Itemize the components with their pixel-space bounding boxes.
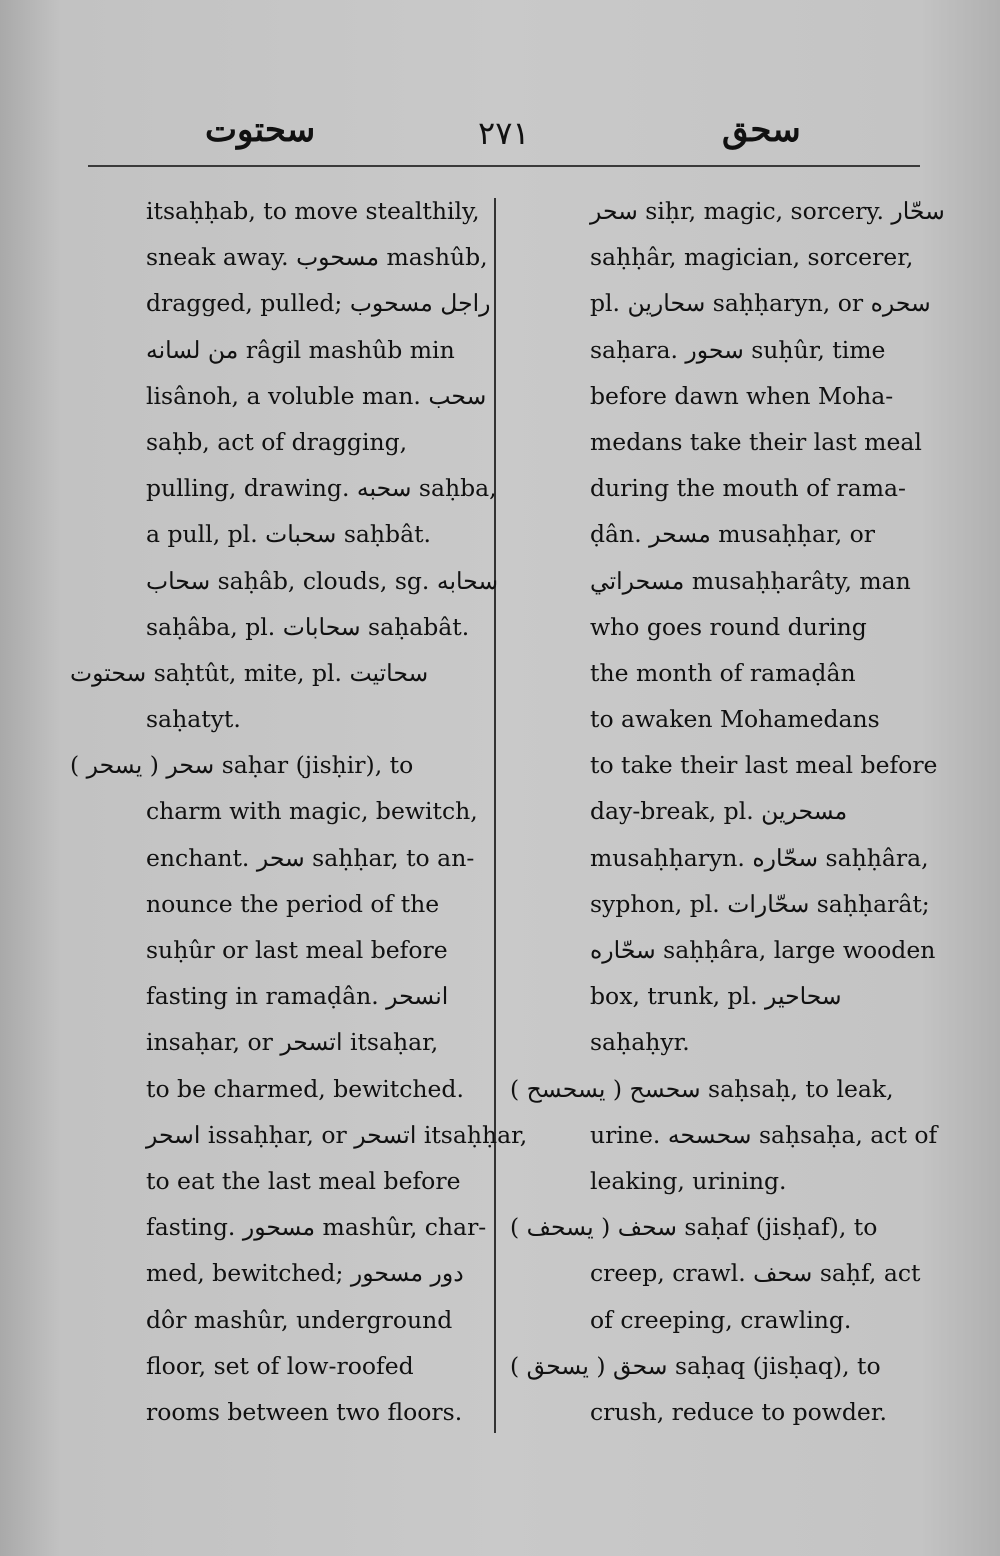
text-line: dôr mashûr, underground <box>146 1305 453 1334</box>
text-line: saḥaḥyr. <box>590 1028 690 1057</box>
text-line: saḥâba, pl. سحابات saḥabât. <box>146 612 470 641</box>
page-number: ٢٧١ <box>478 114 530 152</box>
text-line: leaking, urining. <box>590 1166 787 1195</box>
text-line: during the mouth of rama- <box>590 474 906 503</box>
entry-line: سحف ( يسحف ) saḥaf (jisḥaf), to <box>510 1213 878 1242</box>
text-line: fasting. مسحور mashûr, char- <box>146 1213 487 1242</box>
entry-line: سحتوت saḥtût, mite, pl. سحاتيت <box>70 658 429 687</box>
entry-line: سحق ( يسحق ) saḥaq (jisḥaq), to <box>510 1351 881 1380</box>
text-line: insaḥar, or اتسحر itsaḥar, <box>146 1028 439 1057</box>
text-line: lisânoh, a voluble man. سحب <box>146 381 487 410</box>
running-head-right: سحق <box>722 110 801 150</box>
text-line: suḥûr or last meal before <box>146 936 448 964</box>
text-line: dragged, pulled; راجل مسحوب <box>146 289 491 318</box>
text-line: saḥara. سحور suḥûr, time <box>590 335 886 364</box>
left-column <box>70 188 528 1435</box>
text-line: urine. سحسحه saḥsaḥa, act of <box>590 1120 938 1149</box>
column-divider <box>494 198 496 1433</box>
text-line: day-break, pl. مسحرين <box>590 797 848 826</box>
text-line: من لسانه râgil mashûb min <box>146 335 455 364</box>
text-line: to be charmed, bewitched. <box>146 1074 464 1103</box>
text-line: سحّاره saḥḥâra, large wooden <box>590 936 936 964</box>
text-line: سحر siḥr, magic, sorcery. سحّار <box>590 197 945 225</box>
text-line: crush, reduce to powder. <box>590 1397 887 1426</box>
text-line: مسحراتي musaḥḥarâty, man <box>590 566 911 595</box>
text-line: charm with magic, bewitch, <box>146 797 478 826</box>
text-line: سحاب saḥâb, clouds, sg. سحابه <box>146 566 499 595</box>
text-line: rooms between two floors. <box>146 1397 463 1426</box>
text-line: creep, crawl. سحف saḥf, act <box>590 1259 921 1288</box>
text-line: nounce the period of the <box>146 889 440 918</box>
text-line: med, bewitched; دور مسحور <box>146 1259 464 1288</box>
text-line: saḥatyt. <box>146 705 241 734</box>
text-line: saḥḥâr, magician, sorcerer, <box>590 243 914 272</box>
text-line: to awaken Mohamedans <box>590 705 880 734</box>
text-line: saḥb, act of dragging, <box>146 427 408 456</box>
text-line: itsaḥḥab, to move stealthily, <box>146 197 480 225</box>
text-line: floor, set of low-roofed <box>146 1351 414 1380</box>
entry-line: سحر ( يسحر ) saḥar (jisḥir), to <box>70 751 414 780</box>
text-line: who goes round during <box>590 612 867 641</box>
text-line: enchant. سحر saḥḥar, to an- <box>146 843 475 872</box>
text-line: ḍân. مسحر musaḥḥar, or <box>590 520 876 549</box>
text-line: fasting in ramaḍân. انسحر <box>146 982 449 1011</box>
text-line: before dawn when Moha- <box>590 381 894 410</box>
text-line: box, trunk, pl. سحاحير <box>590 982 842 1011</box>
text-line: اسحر issaḥḥar, or اتسحر itsaḥḥar, <box>146 1120 528 1149</box>
right-column <box>510 188 945 1435</box>
text-line: to eat the last meal before <box>146 1166 461 1195</box>
text-line: of creeping, crawling. <box>590 1305 852 1334</box>
text-line: sneak away. مسحوب mashûb, <box>146 243 488 272</box>
text-line: the month of ramaḍân <box>590 658 856 687</box>
text-line: to take their last meal before <box>590 751 938 780</box>
header-rule <box>88 165 920 167</box>
text-line: pulling, drawing. سحبه saḥba, <box>146 474 497 503</box>
text-line: musaḥḥaryn. سحّاره saḥḥâra, <box>590 843 929 872</box>
text-line: pl. سحارين saḥḥaryn, or سحره <box>590 289 931 318</box>
text-line: medans take their last meal <box>590 427 922 456</box>
running-head-left: سحتوت <box>205 110 316 150</box>
text-line: syphon, pl. سحّارات saḥḥarât; <box>590 889 930 918</box>
entry-line: سحسح ( يسحسح ) saḥsaḥ, to leak, <box>510 1074 894 1103</box>
text-line: a pull, pl. سحبات saḥbât. <box>146 520 432 549</box>
